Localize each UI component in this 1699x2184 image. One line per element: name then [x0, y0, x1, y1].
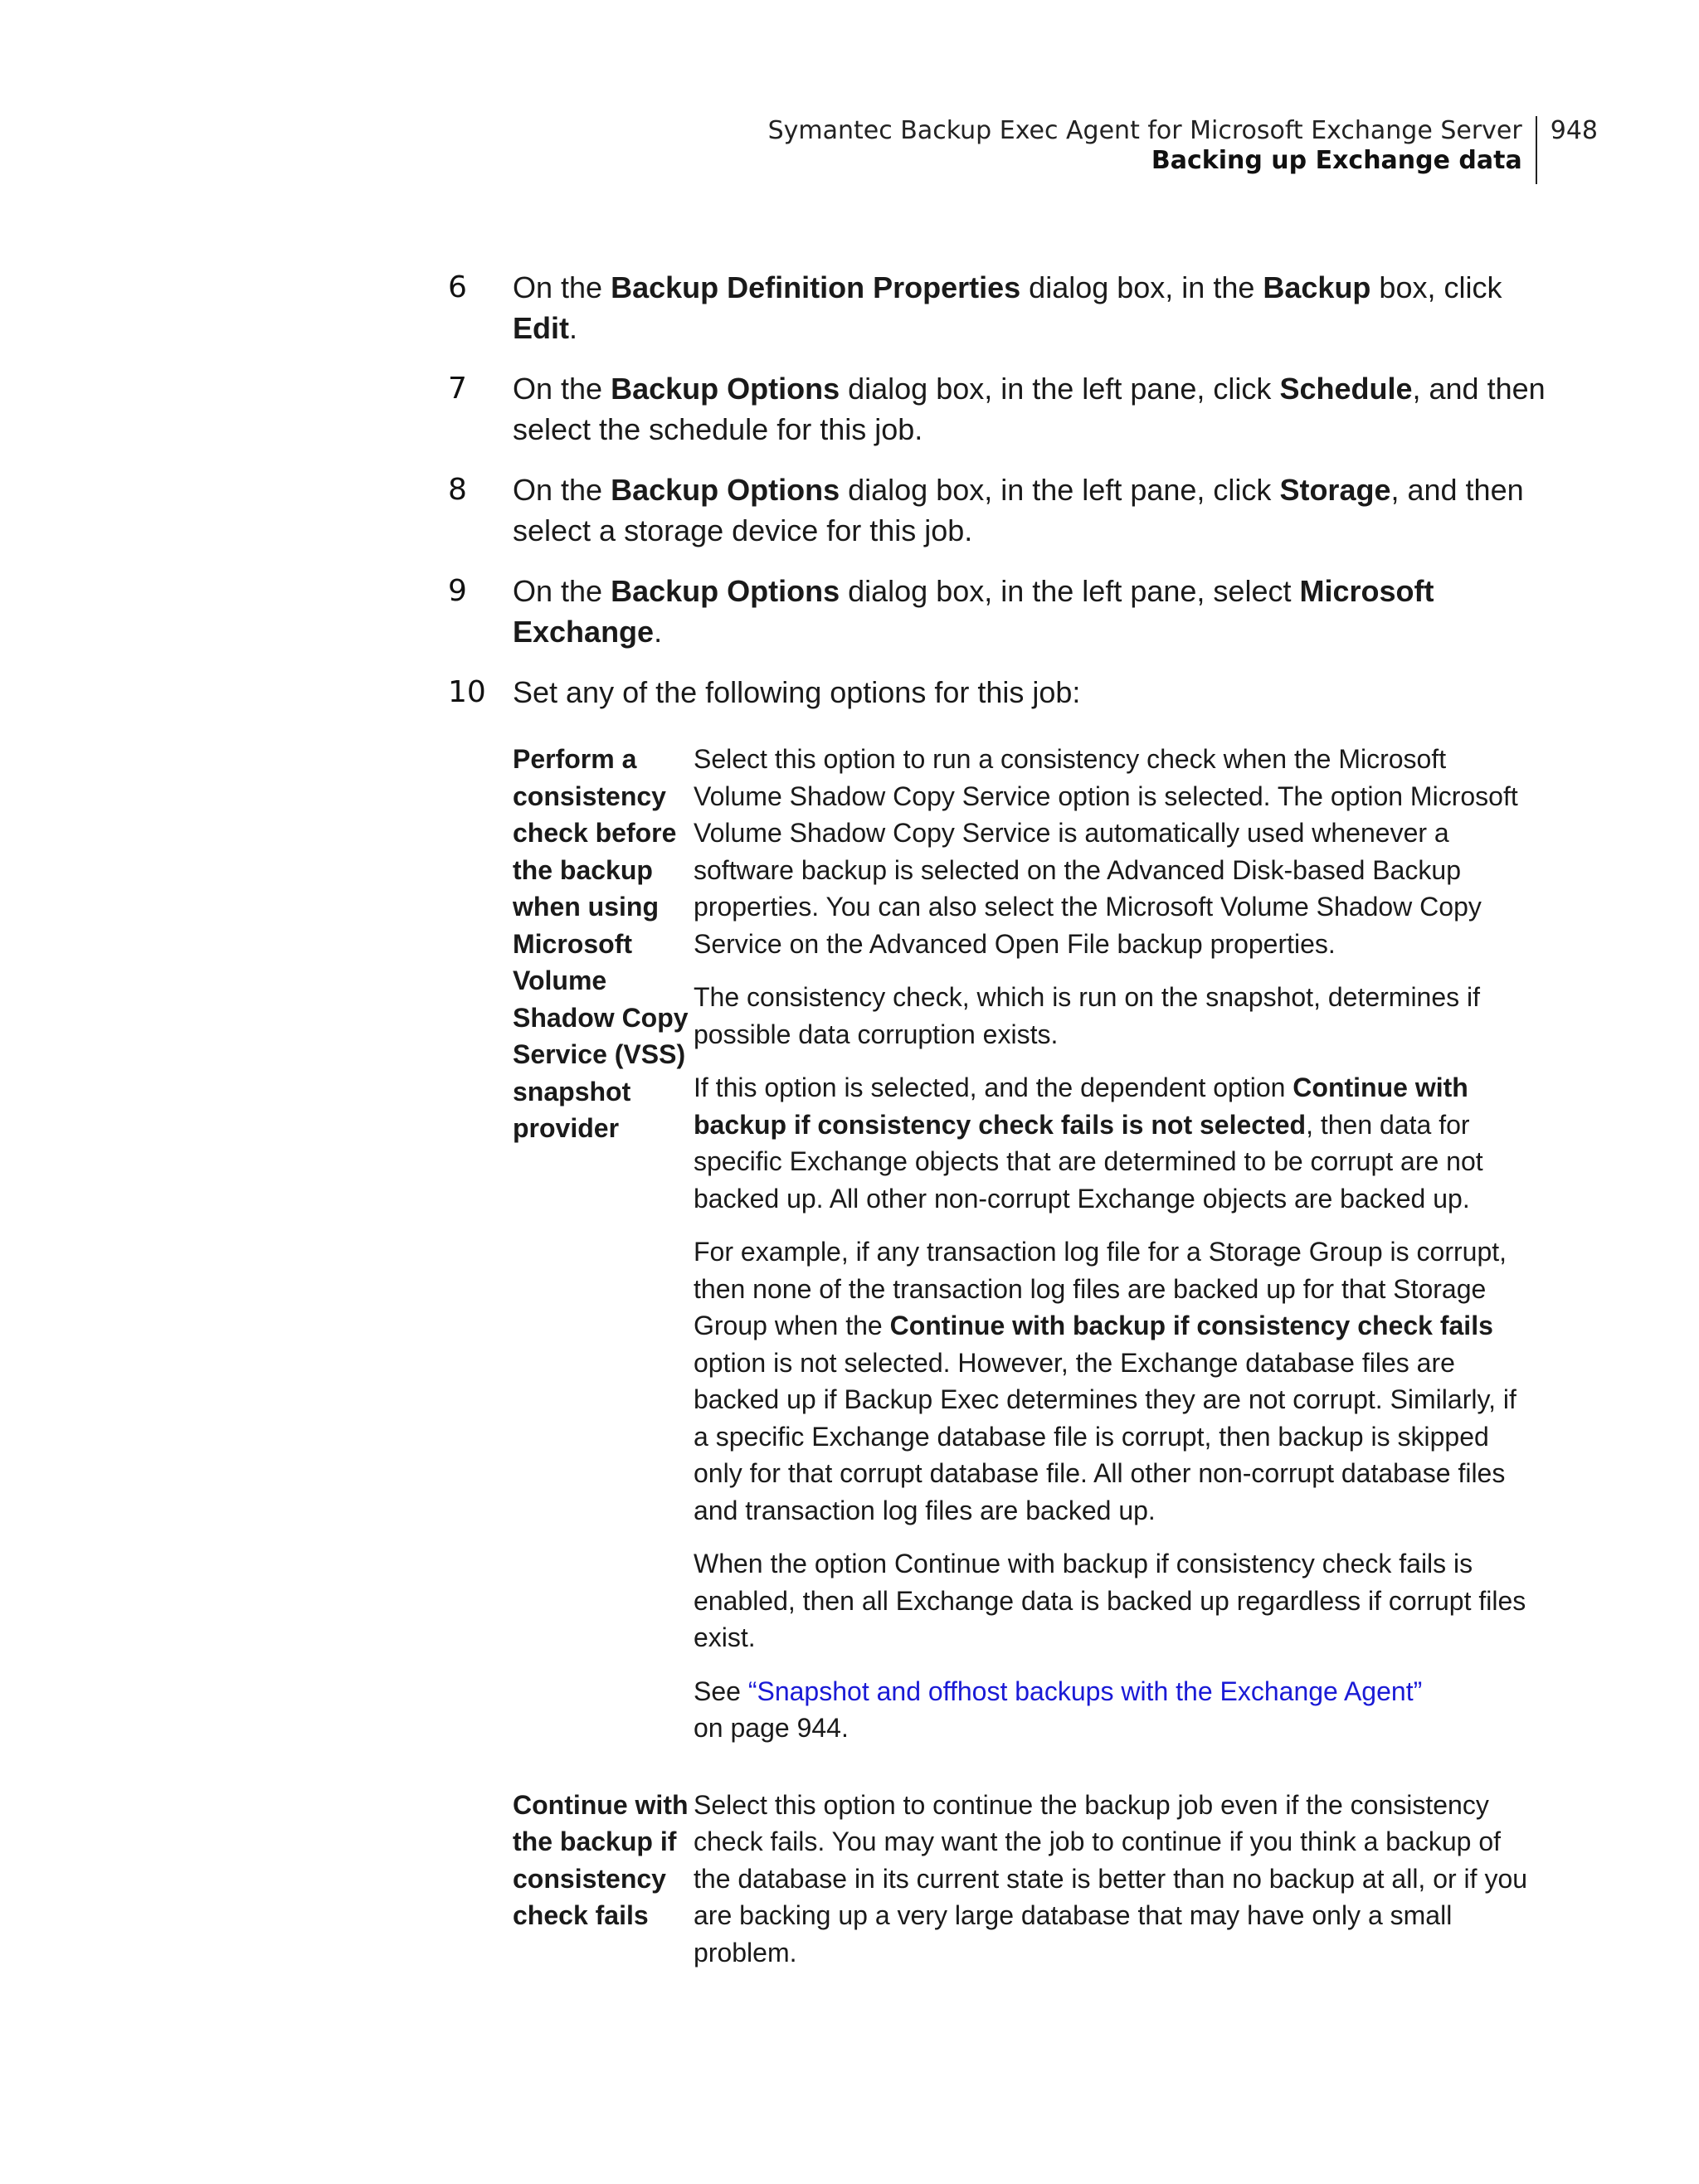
- step-9: [448, 571, 1551, 652]
- description-paragraph: The consistency check, which is run on the snapshot, determines if possible data corruption exists.: [694, 982, 1481, 1049]
- option-label: Continue with the backup if consistency check fails: [513, 1789, 689, 1930]
- step-number: 9: [448, 574, 467, 608]
- option-row-consistency-check: [513, 741, 1541, 1763]
- step-text: Set any of the following options for this job:: [513, 675, 1081, 709]
- step-8: [448, 469, 1551, 551]
- options-table: [513, 741, 1541, 2011]
- see-also-paragraph: See “Snapshot and offhost backups with the Exchange Agent” on page 944.: [694, 1676, 1423, 1743]
- description-paragraph: When the option Continue with backup if consistency check fails is enabled, then all Exchange data is backed up regardless if corrupt files exist.: [694, 1549, 1526, 1652]
- option-row-continue-backup: [513, 1787, 1541, 1988]
- option-label: Perform a consistency check before the backup when using Microsoft Volume Shadow Copy Service (VSS) snapshot provider: [513, 744, 689, 1143]
- header-text: [768, 116, 1537, 184]
- step-6: [448, 267, 1551, 348]
- step-text: On the Backup Options dialog box, in the left pane, select Microsoft Exchange.: [513, 574, 1434, 649]
- step-7: [448, 368, 1551, 450]
- description-paragraph: For example, if any transaction log file for a Storage Group is corrupt, then none of the transaction log files are backed up for that Storage Group when the Continue with backup if consistency check fails option is not selected. However, the Exchange database files are backed up if Backup Exec determines they are not corrupt. Similarly, if a specific Exchange database file is corrupt, then backup is skipped only for that corrupt database file. All other non-corrupt database files and transaction log files are backed up.: [694, 1237, 1516, 1525]
- step-10: [448, 672, 1551, 713]
- step-number: 7: [448, 372, 467, 406]
- option-description: [694, 741, 1531, 1763]
- step-text: On the Backup Definition Properties dialog box, in the Backup box, click Edit.: [513, 270, 1502, 345]
- description-paragraph: If this option is selected, and the dependent option Continue with backup if consistency check fails is not selected, then data for specific Exchange objects that are determined to be corrupt are not backed up. All other non-corrupt Exchange objects are backed up.: [694, 1073, 1483, 1214]
- step-text: On the Backup Options dialog box, in the left pane, click Schedule, and then select the schedule for this job.: [513, 372, 1546, 446]
- step-number: 6: [448, 270, 467, 304]
- step-text: On the Backup Options dialog box, in the left pane, click Storage, and then select a storage device for this job.: [513, 473, 1524, 547]
- description-paragraph: Select this option to continue the backup job even if the consistency check fails. You may want the job to continue if you think a backup of the database in its current state is better than no backup at all, or if you are backing up a very large database that may have only a small problem.: [694, 1789, 1528, 1968]
- description-paragraph: Select this option to run a consistency check when the Microsoft Volume Shadow Copy Service option is selected. The option Microsoft Volume Shadow Copy Service is automatically used whenever a software backup is selected on the Advanced Disk-based Backup properties. You can also select the Microsoft Volume Shadow Copy Service on the Advanced Open File backup properties.: [694, 744, 1518, 959]
- section-title: Backing up Exchange data: [1151, 146, 1522, 175]
- step-number: 10: [448, 675, 486, 709]
- page-number: 948: [1550, 116, 1598, 145]
- procedure-steps: [448, 267, 1551, 732]
- step-number: 8: [448, 473, 467, 507]
- cross-reference-link[interactable]: “Snapshot and offhost backups with the Exchange Agent”: [747, 1676, 1423, 1706]
- document-title: Symantec Backup Exec Agent for Microsoft Exchange Server: [767, 116, 1522, 145]
- page-header: [768, 116, 1598, 182]
- option-description: [694, 1787, 1531, 1988]
